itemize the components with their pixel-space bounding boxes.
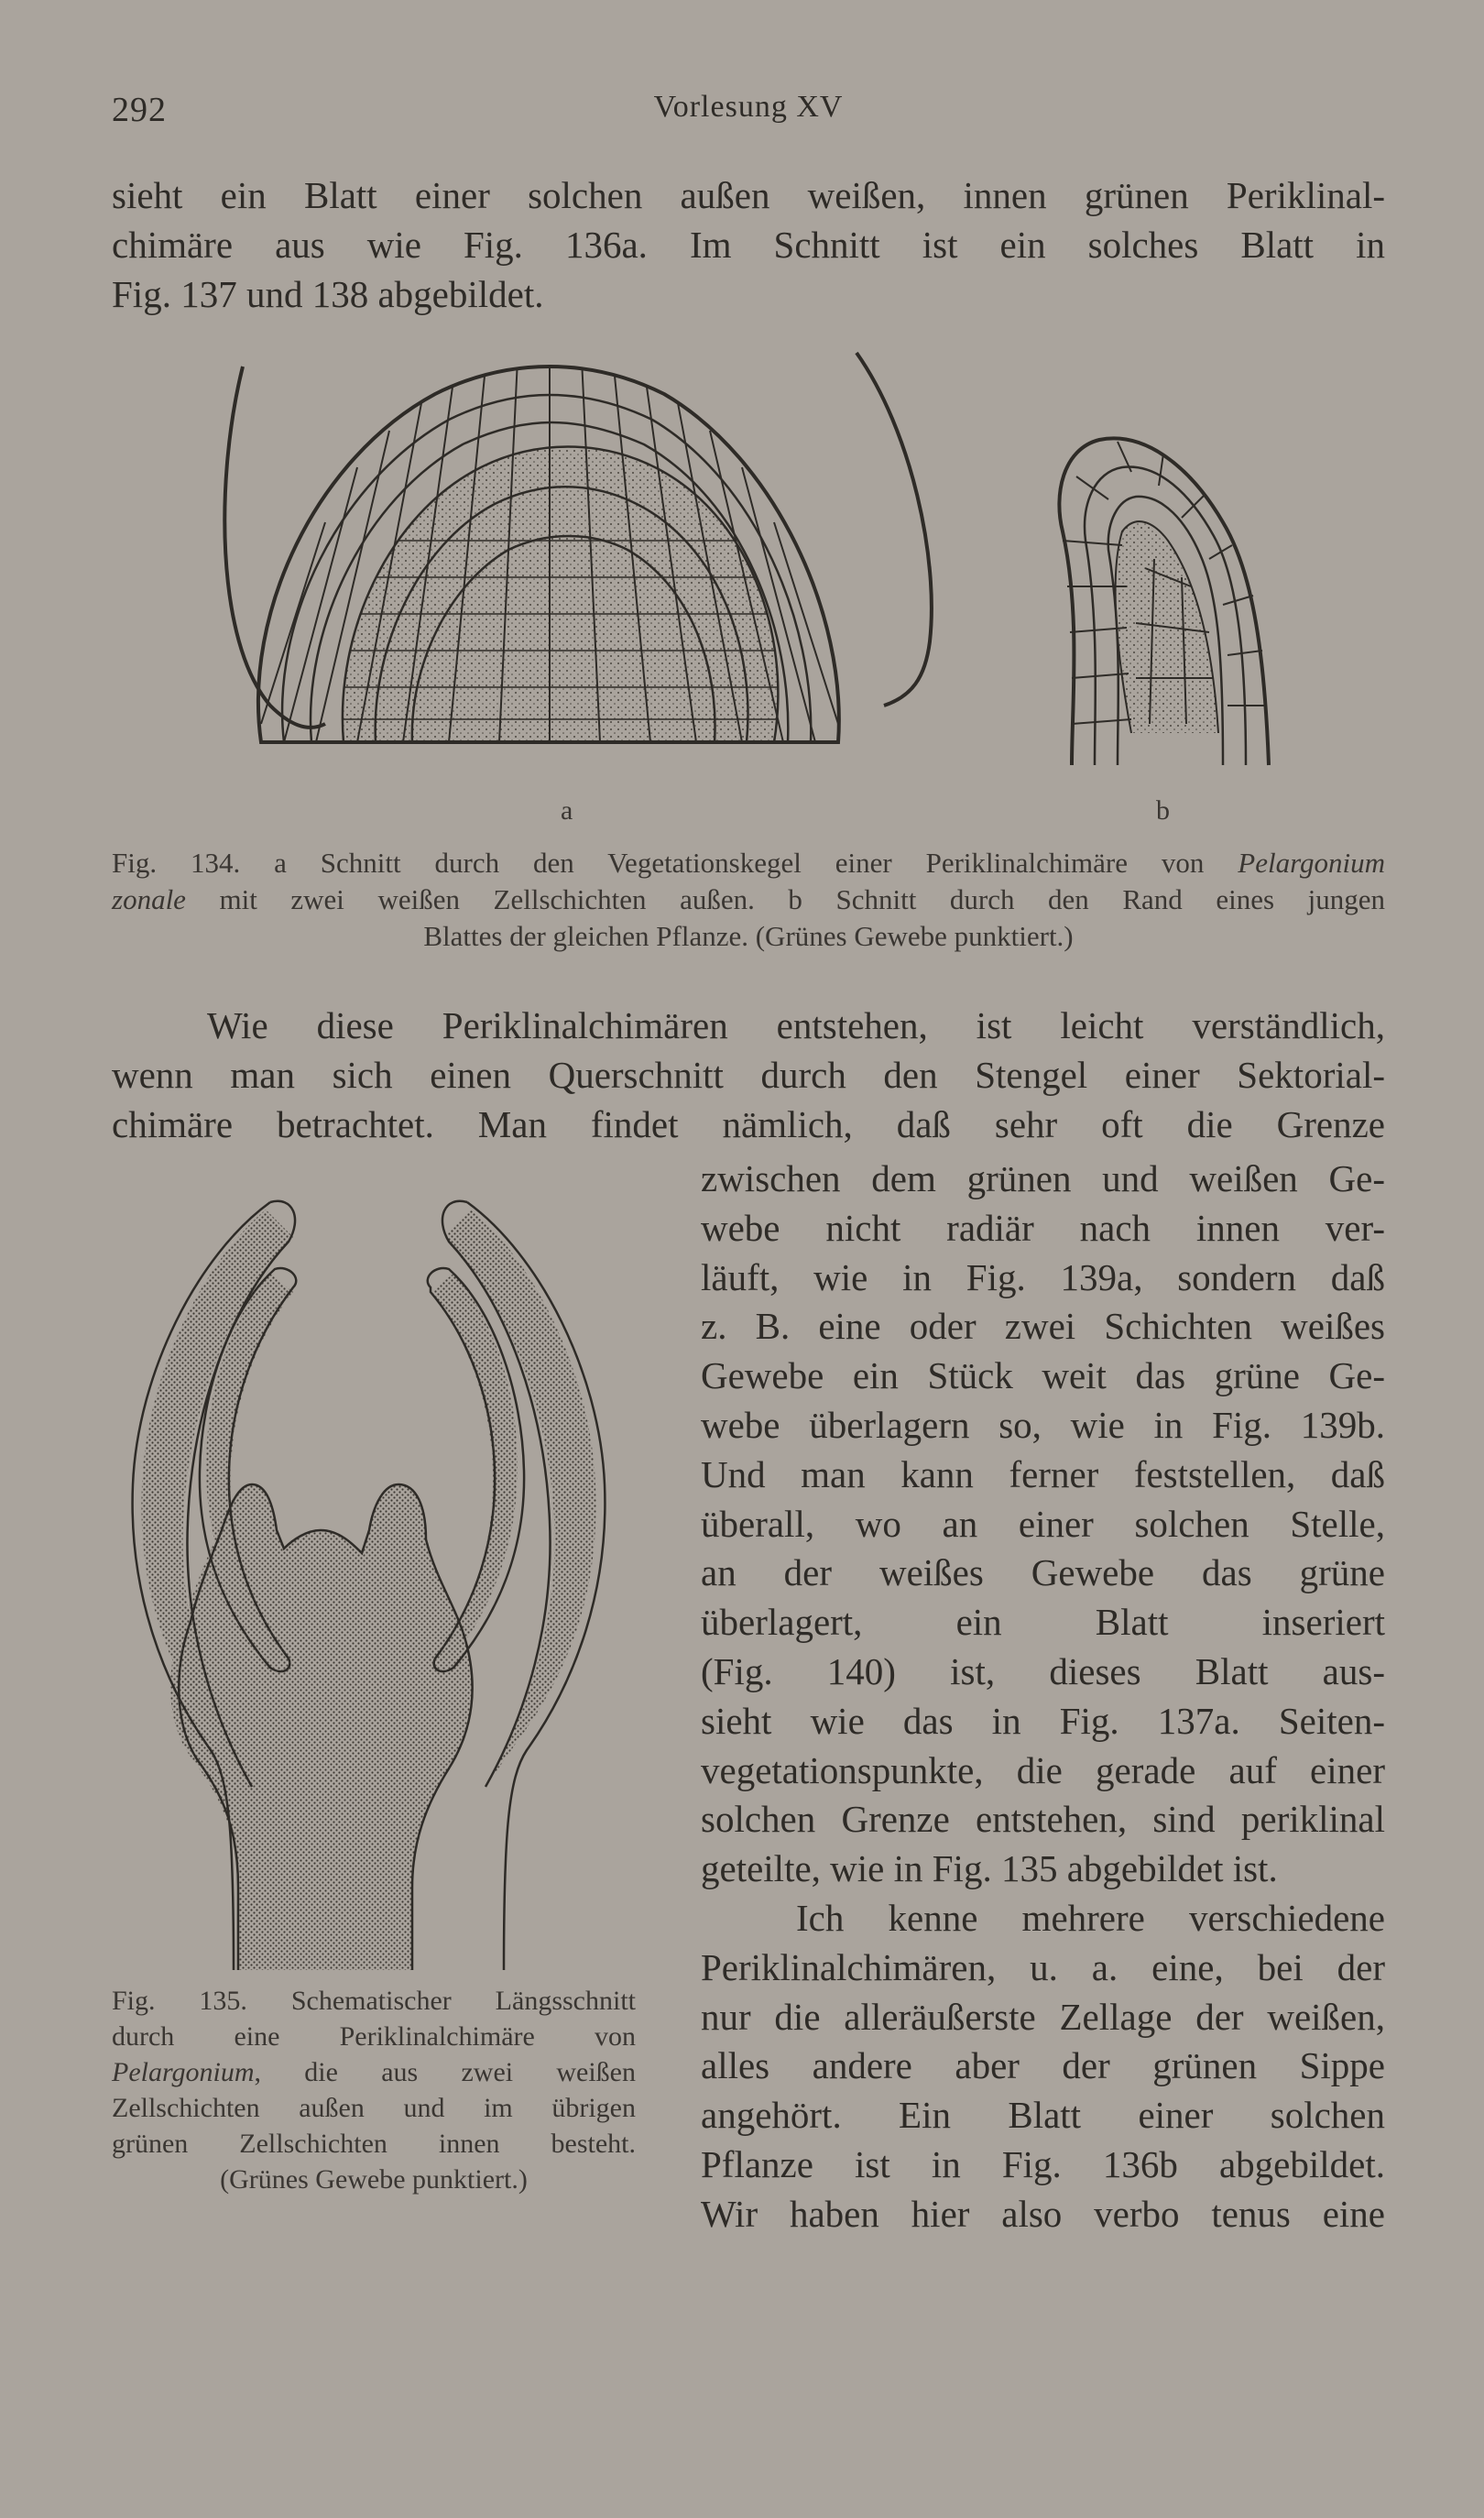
- text-line: solchen Grenze entstehen, sind periklinal: [701, 1798, 1385, 1841]
- caption-line: durch eine Periklinalchimäre von: [112, 2021, 636, 2052]
- text-line: sieht wie das in Fig. 137a. Seiten-: [701, 1699, 1385, 1742]
- text-line: Ich kenne mehrere verschiedene: [796, 1896, 1385, 1939]
- figure-134a-drawing: [206, 339, 957, 788]
- text-line: chimäre aus wie Fig. 136a. Im Schnitt ist ein solches Blatt in: [112, 224, 1385, 266]
- caption-line: zonale mit zwei weißen Zellschichten außen. b Schnitt durch den Rand eines jungen: [112, 883, 1385, 915]
- text-line: zwischen dem grünen und weißen Ge-: [701, 1157, 1385, 1199]
- text-line: überlagert, ein Blatt inseriert: [701, 1601, 1385, 1644]
- main-paragraph: [112, 1001, 1385, 1149]
- text-line: geteilte, wie in Fig. 135 abgebildet ist.: [701, 1847, 1278, 1890]
- text-line: an der weißes Gewebe das grüne: [701, 1551, 1385, 1594]
- text-line: sieht ein Blatt einer solchen außen weißen, innen grünen Periklinal-: [112, 174, 1385, 216]
- text-line: webe überlagern so, wie in Fig. 139b.: [701, 1403, 1385, 1446]
- figure-135-caption: [112, 1983, 636, 2197]
- text-line: (Fig. 140) ist, dieses Blatt aus-: [701, 1649, 1385, 1692]
- text-line: z. B. eine oder zwei Schichten weißes: [701, 1305, 1385, 1348]
- text-line: läuft, wie in Fig. 139a, sondern daß: [701, 1255, 1385, 1298]
- page-header: [112, 90, 1385, 136]
- page-number: 292: [112, 91, 167, 129]
- caption-line: Fig. 135. Schematischer Längsschnitt: [112, 1986, 636, 2016]
- text-column: [701, 1155, 1385, 2239]
- text-line: Und man kann ferner feststellen, daß: [701, 1452, 1385, 1495]
- text-line: alles andere aber der grünen Sippe: [701, 2044, 1385, 2087]
- running-head: Vorlesung XV: [653, 90, 844, 124]
- text-line: Gewebe ein Stück weit das grüne Ge-: [701, 1354, 1385, 1397]
- text-line: Wir haben hier also verbo tenus eine: [701, 2192, 1385, 2235]
- text-line: Periklinalchimären, u. a. eine, bei der: [701, 1945, 1385, 1988]
- text-line: Pflanze ist in Fig. 136b abgebildet.: [701, 2142, 1385, 2185]
- caption-line: grünen Zellschichten innen besteht.: [112, 2129, 636, 2159]
- text-line: Fig. 137 und 138 abgebildet.: [112, 273, 544, 315]
- caption-line: Pelargonium, die aus zwei weißen: [112, 2057, 636, 2087]
- figure-134-label-b: b: [1156, 795, 1170, 826]
- figure-134-label-a: a: [561, 795, 573, 826]
- intro-paragraph: [112, 170, 1385, 319]
- caption-line: Fig. 134. a Schnitt durch den Vegetationskegel einer Periklinalchimäre von Pelargonium: [112, 847, 1385, 879]
- text-line: vegetationspunkte, die gerade auf einer: [701, 1748, 1385, 1791]
- caption-line: Blattes der gleichen Pflanze. (Grünes Gewebe punktiert.): [423, 920, 1074, 952]
- caption-line: (Grünes Gewebe punktiert.): [220, 2164, 528, 2195]
- text-line: überall, wo an einer solchen Stelle,: [701, 1502, 1385, 1545]
- figure-135-drawing: [110, 1191, 632, 1970]
- text-line: angehört. Ein Blatt einer solchen: [701, 2094, 1385, 2137]
- text-line: webe nicht radiär nach innen ver-: [701, 1206, 1385, 1249]
- figure-134b-drawing: [1044, 431, 1282, 779]
- text-line: wenn man sich einen Querschnitt durch den Stengel einer Sektorial-: [112, 1054, 1385, 1096]
- caption-line: Zellschichten außen und im übrigen: [112, 2093, 636, 2123]
- text-line: Wie diese Periklinalchimären entstehen, ist leicht verständlich,: [207, 1004, 1385, 1046]
- text-line: nur die alleräußerste Zellage der weißen,: [701, 1995, 1385, 2038]
- text-line: chimäre betrachtet. Man findet nämlich, daß sehr oft die Grenze: [112, 1103, 1385, 1145]
- figure-134-caption: [112, 845, 1385, 955]
